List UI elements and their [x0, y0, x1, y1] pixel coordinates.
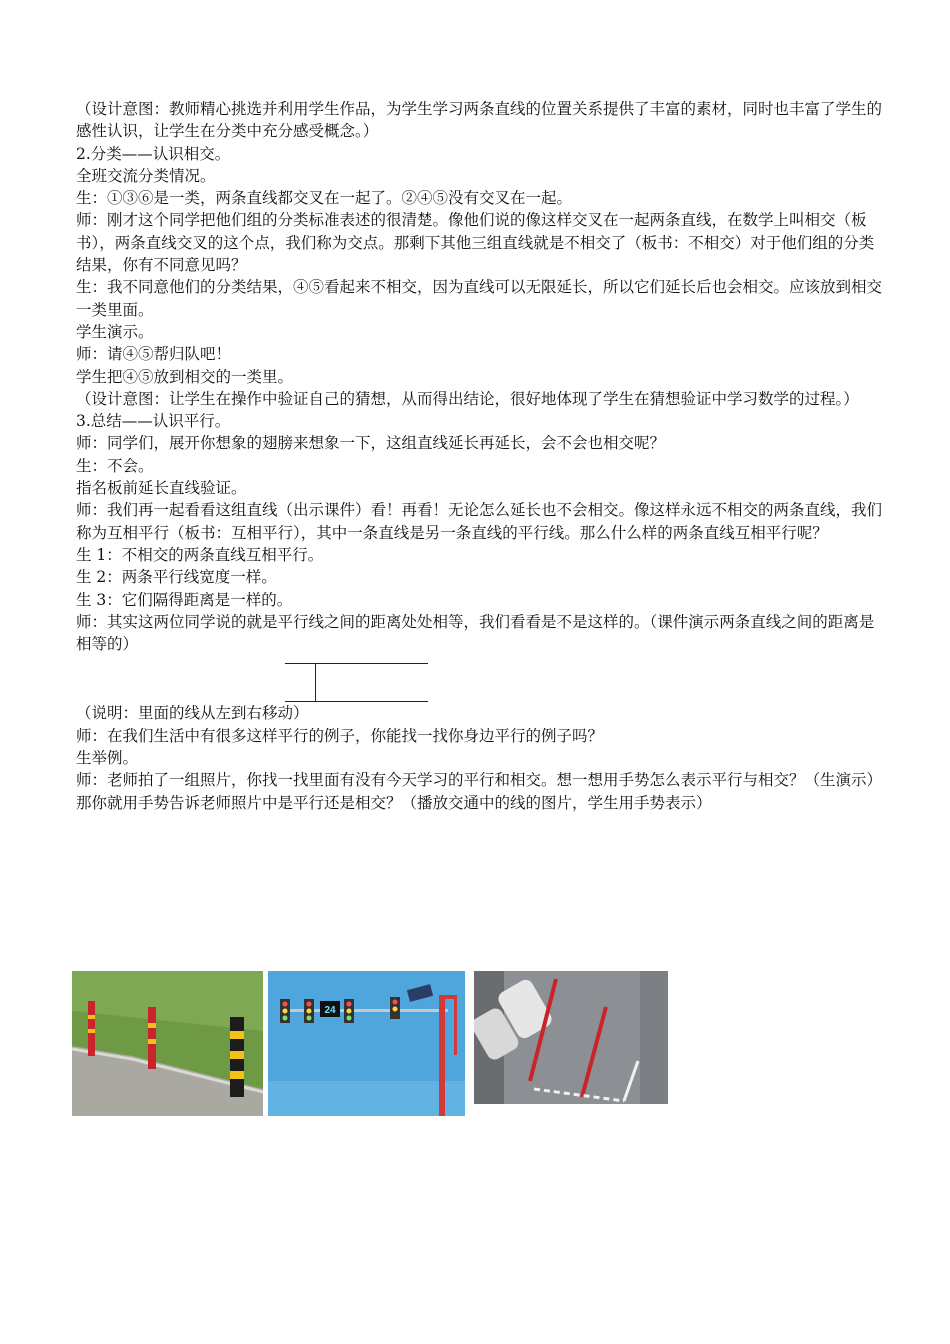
traffic-light-countdown: 24 [324, 1005, 336, 1016]
paragraph: 生：我不同意他们的分类结果，④⑤看起来不相交，因为直线可以无限延长，所以它们延长后也会相交。应该放到相交一类里面。 [76, 278, 883, 319]
paragraph: 生 2：两条平行线宽度一样。 [76, 568, 277, 587]
paragraph: 生举例。 [76, 749, 139, 768]
parallel-line-bottom [285, 701, 428, 702]
paragraph: 师：在我们生活中有很多这样平行的例子，你能找一找你身边平行的例子吗？ [76, 726, 604, 745]
paragraphs-top [76, 98, 886, 655]
paragraph: 师：请④⑤帮归队吧！ [76, 345, 232, 364]
paragraph: 生：①③⑥是一类，两条直线都交叉在一起了。②④⑤没有交叉在一起。 [76, 189, 573, 208]
paragraph: 生：不会。 [76, 456, 154, 475]
paragraph: （设计意图：让学生在操作中验证自己的猜想，从而得出结论，很好地体现了学生在猜想验证中学习数学的过程。） [76, 389, 859, 408]
paragraph: 生 3：它们隔得距离是一样的。 [76, 590, 293, 609]
document-body [76, 98, 886, 814]
paragraph: （说明：里面的线从左到右移动） [76, 704, 309, 723]
paragraph: 师：刚才这个同学把他们组的分类标准表述的很清楚。像他们说的像这样交叉在一起两条直线，在数学上叫相交（板书），两条直线交叉的这个点，我们称为交点。那剩下其他三组直线就是不相交了（板书：不相交）对于他们组的分类结果，你有不同意见吗？ [76, 211, 875, 275]
photo-row [72, 971, 872, 1116]
paragraph: 师：同学们，展开你想象的翅膀来想象一下，这组直线延长再延长，会不会也相交呢？ [76, 434, 666, 453]
paragraph: 生 1：不相交的两条直线互相平行。 [76, 545, 324, 564]
photo-parking-lot [474, 971, 668, 1104]
parallel-line-top [285, 663, 428, 664]
paragraph: 师：其实这两位同学说的就是平行线之间的距离处处相等，我们看看是不是这样的。（课件演示两条直线之间的距离是相等的） [76, 612, 875, 654]
paragraph: （设计意图：教师精心挑选并利用学生作品，为学生学习两条直线的位置关系提供了丰富的素材，同时也丰富了学生的感性认识，让学生在分类中充分感受概念。） [76, 100, 883, 141]
parallel-lines-diagram [76, 655, 886, 703]
paragraph: 指名板前延长直线验证。 [76, 479, 247, 498]
paragraph: 全班交流分类情况。 [76, 166, 216, 185]
paragraph: 2.分类——认识相交。 [76, 144, 231, 163]
paragraph: 学生把④⑤放到相交的一类里。 [76, 367, 294, 386]
paragraphs-bottom [76, 702, 886, 813]
paragraph: 学生演示。 [76, 322, 154, 341]
moving-perpendicular-line [315, 663, 316, 702]
paragraph: 师：我们再一起看看这组直线（出示课件）看！再看！无论怎么延长也不会相交。像这样永远不相交的两条直线，我们称为互相平行（板书：互相平行），其中一条直线是另一条直线的平行线。那么什么样的两条直线互相平行呢？ [76, 501, 883, 542]
paragraph: 3.总结——认识平行。 [76, 412, 231, 431]
photo-bollards [72, 971, 263, 1116]
photo-traffic-lights [268, 971, 465, 1116]
paragraph: 师：老师拍了一组照片，你找一找里面有没有今天学习的平行和相交。想一想用手势怎么表示平行与相交？（生演示）那你就用手势告诉老师照片中是平行还是相交？（播放交通中的线的图片，学生用手势表示） [76, 771, 883, 812]
